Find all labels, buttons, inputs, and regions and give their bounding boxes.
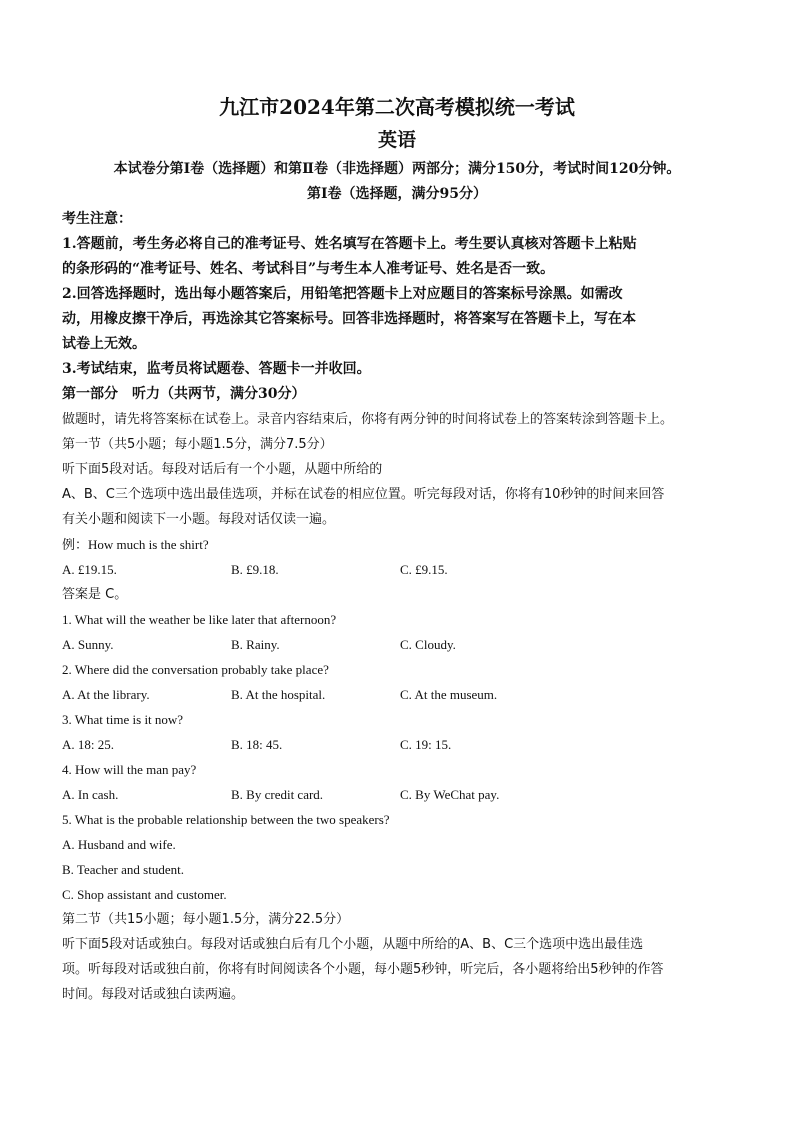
section1-instruction-3: 有关小题和阅读下一小题。每段对话仅读一遍。 xyxy=(62,512,336,527)
section1-instruction-1: 听下面5段对话。每段对话后有一个小题，从题中所给的 xyxy=(62,462,383,477)
exam-page xyxy=(62,92,732,1007)
section1-instruction-2: A、B、C三个选项中选出最佳选项，并标在试卷的相应位置。听完每段对话，你将有10秒钟的时间来回答 xyxy=(62,487,665,502)
notice-item-1-line-2: 的条形码的“准考证号、姓名、考试科目”与考生本人准考证号、姓名是否一致。 xyxy=(62,261,555,277)
question-2-option-b: B. At the hospital. xyxy=(231,687,326,702)
question-5-option-c: C. Shop assistant and customer. xyxy=(62,887,227,902)
question-5-option-b: B. Teacher and student. xyxy=(62,862,184,877)
part1-heading: 第一部分 听力（共两节，满分30分） xyxy=(62,386,306,402)
example-option-b: B. £9.18. xyxy=(231,562,279,577)
question-2-option-c: C. At the museum. xyxy=(400,687,498,702)
question-1-option-a: A. Sunny. xyxy=(62,637,114,652)
question-4-option-c: C. By WeChat pay. xyxy=(400,787,500,802)
intro-line-1: 本试卷分第Ⅰ卷（选择题）和第Ⅱ卷（非选择题）两部分；满分150分，考试时间120分钟。 xyxy=(113,161,681,177)
question-5-option-a: A. Husband and wife. xyxy=(62,837,176,852)
question-1-option-c: C. Cloudy. xyxy=(400,637,456,652)
question-5: 5. What is the probable relationship between the two speakers? xyxy=(62,812,390,827)
notice-item-3: 3.考试结束，监考员将试题卷、答题卡一并收回。 xyxy=(62,361,371,377)
exam-title: 九江市2024年第二次高考模拟统一考试 xyxy=(219,95,575,119)
question-2: 2. Where did the conversation probably take place? xyxy=(62,662,329,677)
question-1-option-b: B. Rainy. xyxy=(231,637,280,652)
example-option-a: A. £19.15. xyxy=(62,562,117,577)
question-4-option-b: B. By credit card. xyxy=(231,787,324,802)
question-3-option-c: C. 19: 15. xyxy=(400,737,452,752)
notice-heading: 考生注意： xyxy=(62,211,132,227)
example-answer: 答案是 C。 xyxy=(62,587,128,602)
example-options xyxy=(62,557,732,582)
question-2-options xyxy=(62,682,732,707)
section2-instruction-2: 项。听每段对话或独白前，你将有时间阅读各个小题，每小题5秒钟，听完后，各小题将给出5秒钟的作答 xyxy=(62,962,664,977)
question-1-options xyxy=(62,632,732,657)
notice-item-1-line-1: 1.答题前，考生务必将自己的准考证号、姓名填写在答题卡上。考生要认真核对答题卡上粘贴 xyxy=(62,236,637,252)
notice-item-2-line-2: 动，用橡皮擦干净后，再选涂其它答案标号。回答非选择题时，将答案写在答题卡上，写在本 xyxy=(62,311,636,327)
section1-heading: 第一节（共5小题；每小题1.5分，满分7.5分） xyxy=(62,437,333,452)
section2-instruction-3: 时间。每段对话或独白读两遍。 xyxy=(62,987,245,1002)
example-question: 例：How much is the shirt? xyxy=(62,537,209,552)
question-4-option-a: A. In cash. xyxy=(62,787,119,802)
subject-title: 英语 xyxy=(377,129,416,151)
intro-line-2: 第Ⅰ卷（选择题，满分95分） xyxy=(306,186,488,202)
question-4-options xyxy=(62,782,732,807)
question-4: 4. How will the man pay? xyxy=(62,762,197,777)
question-3-options xyxy=(62,732,732,757)
question-3: 3. What time is it now? xyxy=(62,712,184,727)
example-option-c: C. £9.15. xyxy=(400,562,448,577)
question-1: 1. What will the weather be like later that afternoon? xyxy=(62,612,337,627)
part1-instruction: 做题时，请先将答案标在试卷上。录音内容结束后，你将有两分钟的时间将试卷上的答案转涂到答题卡上。 xyxy=(62,412,674,427)
section2-heading: 第二节（共15小题；每小题1.5分，满分22.5分） xyxy=(62,912,350,927)
section2-instruction-1: 听下面5段对话或独白。每段对话或独白后有几个小题，从题中所给的A、B、C三个选项中选出最佳选 xyxy=(62,937,644,952)
question-3-option-a: A. 18: 25. xyxy=(62,737,114,752)
question-3-option-b: B. 18: 45. xyxy=(231,737,283,752)
notice-item-2-line-3: 试卷上无效。 xyxy=(62,336,146,352)
notice-item-2-line-1: 2.回答选择题时，选出每小题答案后，用铅笔把答题卡上对应题目的答案标号涂黑。如需改 xyxy=(62,286,623,302)
question-2-option-a: A. At the library. xyxy=(62,687,150,702)
